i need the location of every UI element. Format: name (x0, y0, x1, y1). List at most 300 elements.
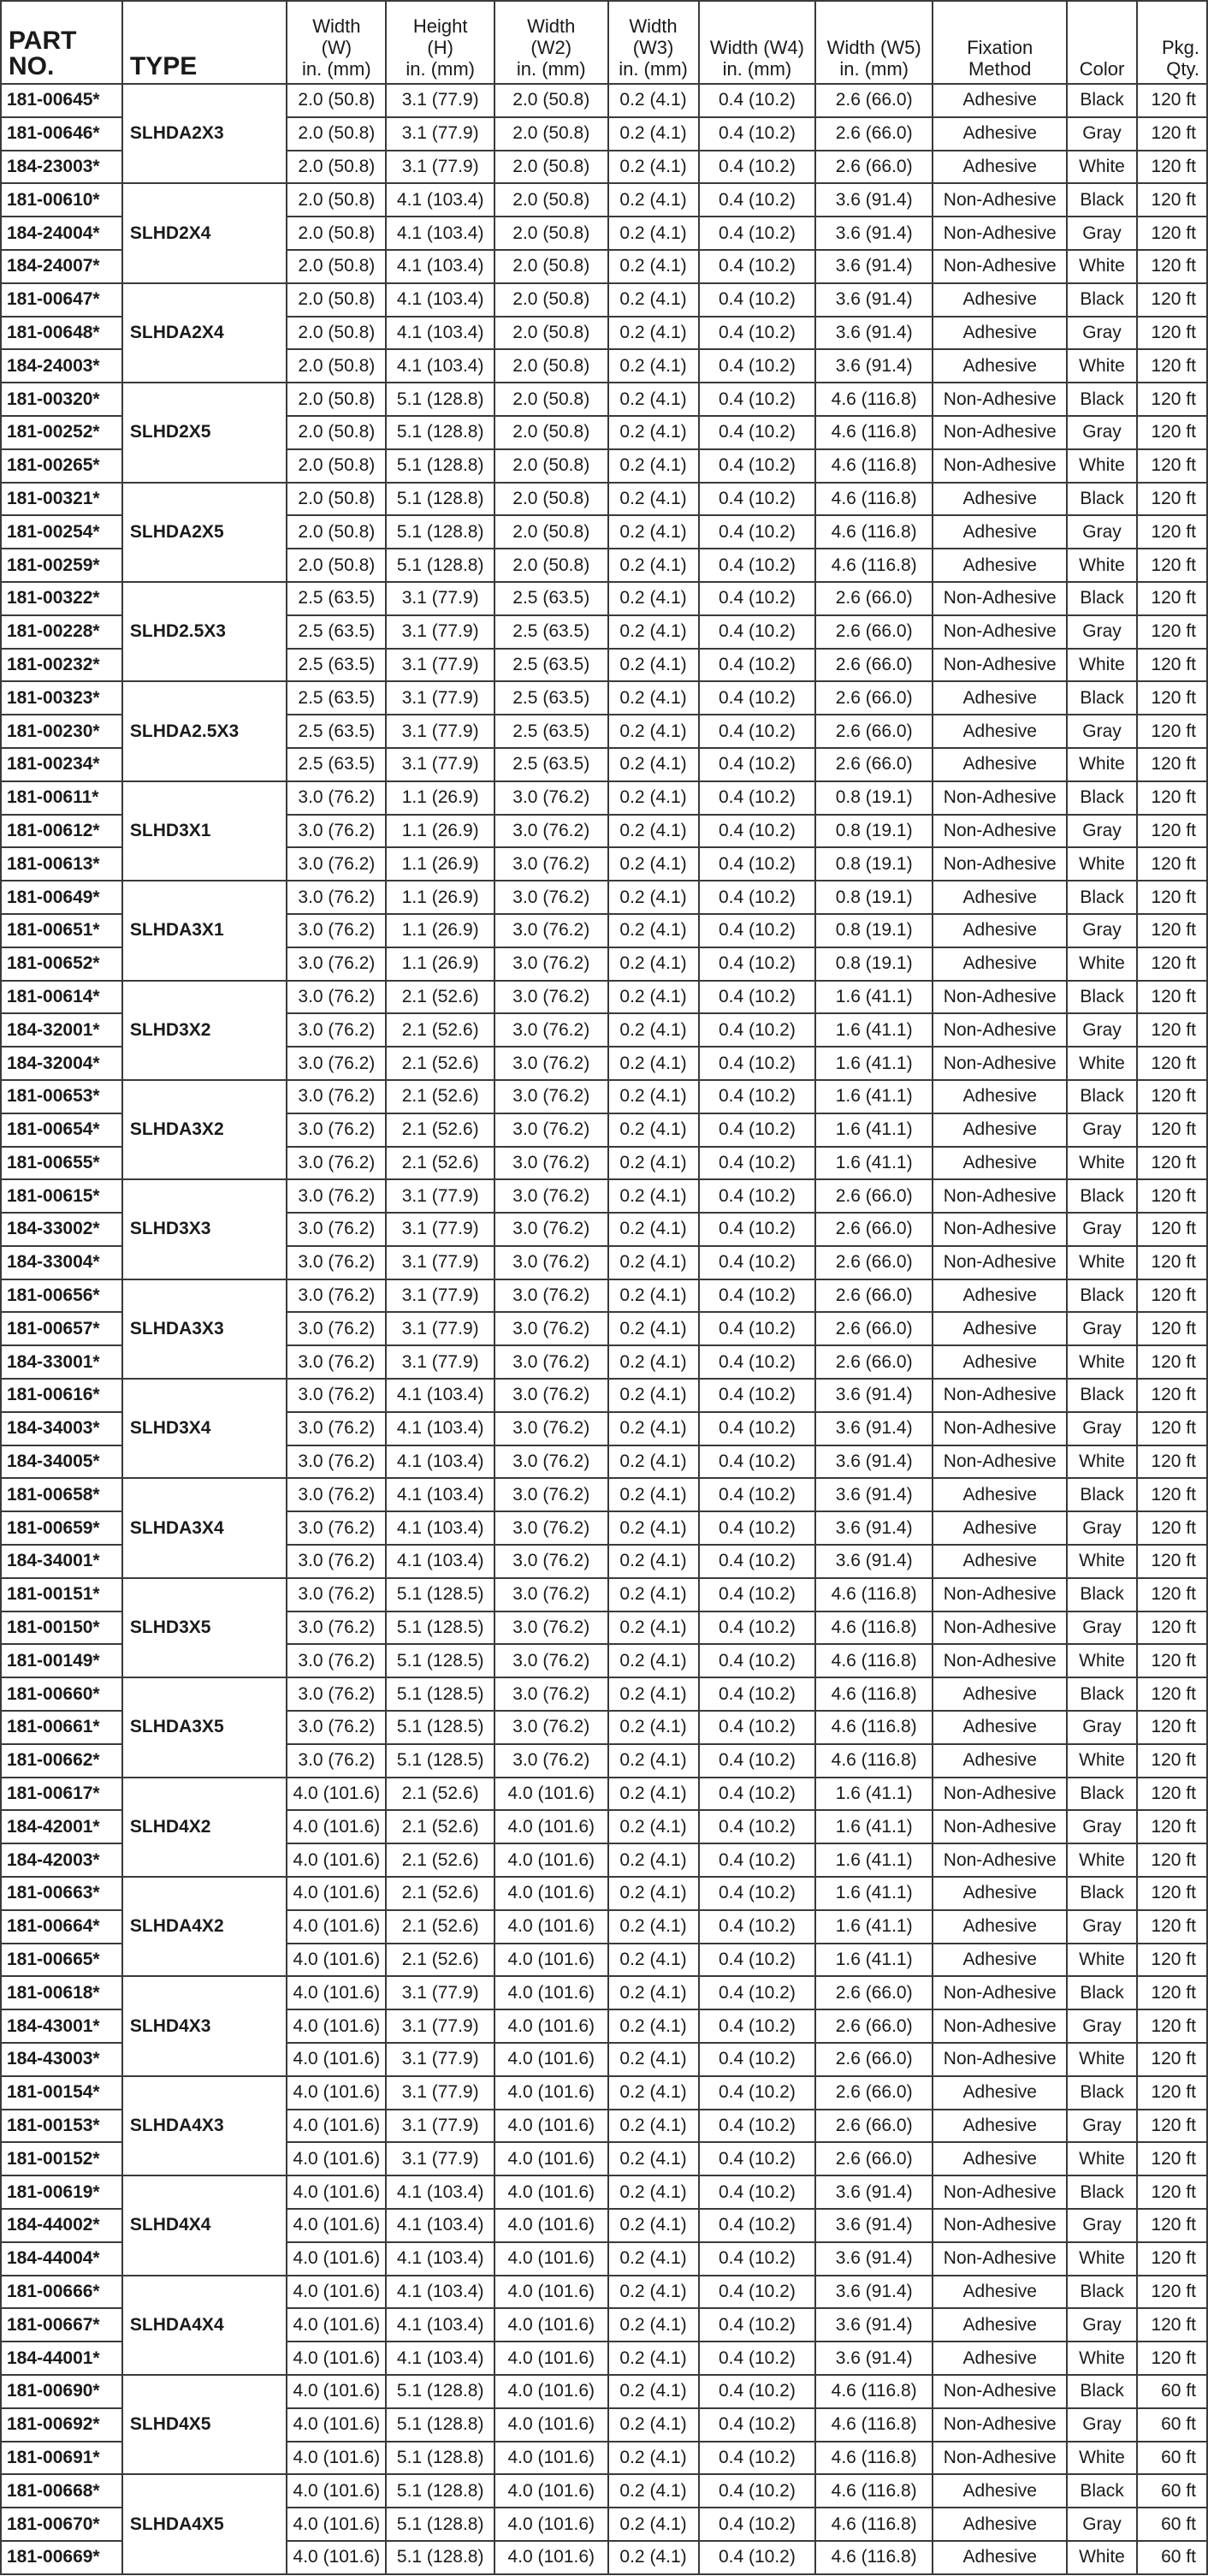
fixation-method-cell: Non-Adhesive (933, 2009, 1067, 2043)
width-w2-cell: 3.0 (76.2) (494, 1279, 608, 1313)
width-w2-cell: 4.0 (101.6) (494, 2209, 608, 2242)
header-width-w2-label: Width (W2) in. (mm) (516, 15, 586, 80)
width-w5-cell: 3.6 (91.4) (815, 2175, 933, 2209)
header-part-no-label: PART NO. (9, 27, 77, 80)
color-cell: Gray (1067, 615, 1136, 649)
width-w2-cell: 3.0 (76.2) (494, 1179, 608, 1213)
table-row (1, 1877, 1207, 1910)
fixation-method-cell: Adhesive (933, 317, 1067, 350)
height-h-cell: 3.1 (77.9) (386, 117, 494, 151)
width-w-cell: 2.0 (50.8) (287, 515, 386, 549)
fixation-method-cell: Non-Adhesive (933, 2043, 1067, 2076)
pkg-qty-cell: 120 ft (1137, 1412, 1207, 1445)
width-w3-cell: 0.2 (4.1) (608, 1744, 699, 1778)
width-w-cell: 3.0 (76.2) (287, 1013, 386, 1047)
color-cell: White (1067, 1147, 1136, 1180)
table-row (1, 2474, 1207, 2508)
pkg-qty-cell: 120 ft (1137, 2175, 1207, 2209)
header-width-w-label: Width (W) in. (mm) (302, 15, 371, 80)
height-h-cell: 2.1 (52.6) (386, 981, 494, 1014)
width-w-cell: 3.0 (76.2) (287, 1379, 386, 1412)
width-w5-cell: 2.6 (66.0) (815, 582, 933, 615)
type-cell: SLHD4X4 (122, 2175, 287, 2275)
width-w2-cell: 4.0 (101.6) (494, 1877, 608, 1910)
width-w4-cell: 0.4 (10.2) (699, 1944, 816, 1977)
color-cell: White (1067, 2043, 1136, 2076)
width-w2-cell: 3.0 (76.2) (494, 947, 608, 981)
pkg-qty-cell: 120 ft (1137, 1910, 1207, 1944)
width-w5-cell: 0.8 (19.1) (815, 815, 933, 848)
height-h-cell: 5.1 (128.5) (386, 1677, 494, 1711)
fixation-method-cell: Adhesive (933, 2308, 1067, 2342)
width-w2-cell: 3.0 (76.2) (494, 1744, 608, 1778)
color-cell: White (1067, 1744, 1136, 1778)
width-w4-cell: 0.4 (10.2) (699, 2142, 816, 2175)
width-w4-cell: 0.4 (10.2) (699, 1744, 816, 1778)
width-w2-cell: 3.0 (76.2) (494, 1611, 608, 1645)
width-w4-cell: 0.4 (10.2) (699, 2375, 816, 2408)
width-w-cell: 4.0 (101.6) (287, 1810, 386, 1843)
width-w-cell: 2.0 (50.8) (287, 349, 386, 383)
height-h-cell: 4.1 (103.4) (386, 1379, 494, 1412)
width-w-cell: 3.0 (76.2) (287, 847, 386, 881)
table-row (1, 1677, 1207, 1711)
fixation-method-cell: Non-Adhesive (933, 1843, 1067, 1877)
pkg-qty-cell: 120 ft (1137, 815, 1207, 848)
width-w4-cell: 0.4 (10.2) (699, 1047, 816, 1080)
table-row (1, 1778, 1207, 1811)
type-cell: SLHDA4X3 (122, 2076, 287, 2175)
width-w4-cell: 0.4 (10.2) (699, 515, 816, 549)
fixation-method-cell: Adhesive (933, 1511, 1067, 1545)
color-cell: Black (1067, 1179, 1136, 1213)
width-w5-cell: 1.6 (41.1) (815, 1778, 933, 1811)
height-h-cell: 3.1 (77.9) (386, 1246, 494, 1279)
width-w-cell: 2.0 (50.8) (287, 483, 386, 516)
color-cell: White (1067, 549, 1136, 582)
width-w5-cell: 3.6 (91.4) (815, 2276, 933, 2309)
part-no-cell: 184-44004* (1, 2242, 122, 2276)
width-w3-cell: 0.2 (4.1) (608, 1877, 699, 1910)
width-w4-cell: 0.4 (10.2) (699, 2541, 816, 2574)
part-no-cell: 181-00691* (1, 2442, 122, 2475)
width-w4-cell: 0.4 (10.2) (699, 681, 816, 715)
width-w4-cell: 0.4 (10.2) (699, 117, 816, 151)
part-no-cell: 181-00649* (1, 881, 122, 914)
fixation-method-cell: Non-Adhesive (933, 2175, 1067, 2209)
width-w3-cell: 0.2 (4.1) (608, 117, 699, 151)
width-w4-cell: 0.4 (10.2) (699, 2175, 816, 2209)
width-w2-cell: 4.0 (101.6) (494, 2110, 608, 2143)
header-width-w5-label: Width (W5) in. (mm) (826, 37, 921, 80)
width-w3-cell: 0.2 (4.1) (608, 2342, 699, 2375)
width-w4-cell: 0.4 (10.2) (699, 1910, 816, 1944)
pkg-qty-cell: 120 ft (1137, 1379, 1207, 1412)
color-cell: Black (1067, 1778, 1136, 1811)
color-cell: Gray (1067, 2209, 1136, 2242)
width-w2-cell: 3.0 (76.2) (494, 1213, 608, 1246)
fixation-method-cell: Non-Adhesive (933, 1179, 1067, 1213)
color-cell: White (1067, 1345, 1136, 1379)
pkg-qty-cell: 120 ft (1137, 183, 1207, 217)
height-h-cell: 5.1 (128.5) (386, 1744, 494, 1778)
fixation-method-cell: Non-Adhesive (933, 1445, 1067, 1479)
width-w-cell: 3.0 (76.2) (287, 1279, 386, 1313)
pkg-qty-cell: 120 ft (1137, 1179, 1207, 1213)
part-no-cell: 181-00152* (1, 2142, 122, 2175)
part-no-cell: 181-00690* (1, 2375, 122, 2408)
height-h-cell: 1.1 (26.9) (386, 847, 494, 881)
width-w5-cell: 4.6 (116.8) (815, 2442, 933, 2475)
type-cell: SLHDA3X3 (122, 1279, 287, 1379)
width-w4-cell: 0.4 (10.2) (699, 2009, 816, 2043)
fixation-method-cell: Adhesive (933, 947, 1067, 981)
fixation-method-cell: Non-Adhesive (933, 183, 1067, 217)
part-no-cell: 184-33002* (1, 1213, 122, 1246)
width-w5-cell: 2.6 (66.0) (815, 151, 933, 184)
type-cell: SLHD3X3 (122, 1179, 287, 1279)
part-no-cell: 184-24003* (1, 349, 122, 383)
width-w3-cell: 0.2 (4.1) (608, 1611, 699, 1645)
pkg-qty-cell: 120 ft (1137, 2276, 1207, 2309)
pkg-qty-cell: 120 ft (1137, 1810, 1207, 1843)
color-cell: Black (1067, 1379, 1136, 1412)
width-w5-cell: 2.6 (66.0) (815, 84, 933, 117)
fixation-method-cell: Adhesive (933, 1312, 1067, 1345)
width-w2-cell: 2.0 (50.8) (494, 84, 608, 117)
pkg-qty-cell: 120 ft (1137, 515, 1207, 549)
table-row (1, 2175, 1207, 2209)
color-cell: Black (1067, 2375, 1136, 2408)
color-cell: Gray (1067, 2408, 1136, 2442)
width-w2-cell: 4.0 (101.6) (494, 2043, 608, 2076)
width-w2-cell: 2.0 (50.8) (494, 383, 608, 416)
color-cell: White (1067, 2442, 1136, 2475)
width-w-cell: 4.0 (101.6) (287, 1877, 386, 1910)
width-w2-cell: 2.0 (50.8) (494, 183, 608, 217)
width-w2-cell: 2.0 (50.8) (494, 416, 608, 449)
pkg-qty-cell: 120 ft (1137, 1843, 1207, 1877)
color-cell: Black (1067, 1877, 1136, 1910)
width-w3-cell: 0.2 (4.1) (608, 1677, 699, 1711)
pkg-qty-cell: 120 ft (1137, 117, 1207, 151)
width-w5-cell: 2.6 (66.0) (815, 2110, 933, 2143)
fixation-method-cell: Adhesive (933, 117, 1067, 151)
width-w5-cell: 3.6 (91.4) (815, 283, 933, 317)
pkg-qty-cell: 120 ft (1137, 1013, 1207, 1047)
table-row (1, 2076, 1207, 2110)
width-w4-cell: 0.4 (10.2) (699, 1711, 816, 1744)
width-w3-cell: 0.2 (4.1) (608, 2110, 699, 2143)
height-h-cell: 2.1 (52.6) (386, 1910, 494, 1944)
spec-table-body (1, 84, 1207, 2574)
color-cell: Black (1067, 84, 1136, 117)
pkg-qty-cell: 120 ft (1137, 1279, 1207, 1313)
width-w5-cell: 3.6 (91.4) (815, 2242, 933, 2276)
width-w3-cell: 0.2 (4.1) (608, 1412, 699, 1445)
width-w5-cell: 2.6 (66.0) (815, 1312, 933, 1345)
pkg-qty-cell: 120 ft (1137, 2110, 1207, 2143)
height-h-cell: 5.1 (128.5) (386, 1644, 494, 1677)
width-w-cell: 4.0 (101.6) (287, 1910, 386, 1944)
width-w3-cell: 0.2 (4.1) (608, 549, 699, 582)
pkg-qty-cell: 120 ft (1137, 1545, 1207, 1578)
part-no-cell: 184-32001* (1, 1013, 122, 1047)
height-h-cell: 4.1 (103.4) (386, 217, 494, 250)
part-no-cell: 181-00321* (1, 483, 122, 516)
height-h-cell: 1.1 (26.9) (386, 914, 494, 947)
pkg-qty-cell: 120 ft (1137, 582, 1207, 615)
type-cell: SLHD4X2 (122, 1778, 287, 1877)
height-h-cell: 2.1 (52.6) (386, 1080, 494, 1113)
width-w3-cell: 0.2 (4.1) (608, 84, 699, 117)
width-w2-cell: 3.0 (76.2) (494, 981, 608, 1014)
height-h-cell: 3.1 (77.9) (386, 748, 494, 781)
type-cell: SLHDA2X3 (122, 84, 287, 183)
pkg-qty-cell: 120 ft (1137, 1113, 1207, 1147)
part-no-cell: 181-00666* (1, 2276, 122, 2309)
fixation-method-cell: Adhesive (933, 1545, 1067, 1578)
width-w-cell: 2.5 (63.5) (287, 649, 386, 682)
width-w2-cell: 2.0 (50.8) (494, 250, 608, 283)
width-w3-cell: 0.2 (4.1) (608, 1810, 699, 1843)
width-w4-cell: 0.4 (10.2) (699, 914, 816, 947)
fixation-method-cell: Adhesive (933, 283, 1067, 317)
fixation-method-cell: Adhesive (933, 1711, 1067, 1744)
width-w5-cell: 3.6 (91.4) (815, 183, 933, 217)
width-w-cell: 4.0 (101.6) (287, 2474, 386, 2508)
pkg-qty-cell: 120 ft (1137, 1944, 1207, 1977)
part-no-cell: 181-00610* (1, 183, 122, 217)
pkg-qty-cell: 120 ft (1137, 1047, 1207, 1080)
fixation-method-cell: Adhesive (933, 2474, 1067, 2508)
width-w4-cell: 0.4 (10.2) (699, 781, 816, 815)
color-cell: Black (1067, 582, 1136, 615)
color-cell: White (1067, 2541, 1136, 2574)
width-w3-cell: 0.2 (4.1) (608, 1445, 699, 1479)
width-w5-cell: 0.8 (19.1) (815, 914, 933, 947)
part-no-cell: 181-00665* (1, 1944, 122, 1977)
part-no-cell: 181-00654* (1, 1113, 122, 1147)
table-row (1, 283, 1207, 317)
width-w2-cell: 4.0 (101.6) (494, 1910, 608, 1944)
color-cell: Gray (1067, 1611, 1136, 1645)
width-w5-cell: 2.6 (66.0) (815, 2142, 933, 2175)
width-w4-cell: 0.4 (10.2) (699, 981, 816, 1014)
width-w-cell: 3.0 (76.2) (287, 1511, 386, 1545)
width-w2-cell: 4.0 (101.6) (494, 2474, 608, 2508)
part-no-cell: 181-00655* (1, 1147, 122, 1180)
width-w3-cell: 0.2 (4.1) (608, 2308, 699, 2342)
pkg-qty-cell: 120 ft (1137, 1778, 1207, 1811)
header-width-w5 (815, 1, 933, 84)
table-row (1, 1478, 1207, 1511)
part-no-cell: 181-00615* (1, 1179, 122, 1213)
pkg-qty-cell: 120 ft (1137, 383, 1207, 416)
fixation-method-cell: Adhesive (933, 1677, 1067, 1711)
width-w5-cell: 3.6 (91.4) (815, 2209, 933, 2242)
color-cell: Black (1067, 1578, 1136, 1611)
pkg-qty-cell: 120 ft (1137, 1644, 1207, 1677)
width-w5-cell: 1.6 (41.1) (815, 1810, 933, 1843)
part-no-cell: 181-00265* (1, 449, 122, 483)
width-w5-cell: 2.6 (66.0) (815, 1279, 933, 1313)
width-w-cell: 4.0 (101.6) (287, 1843, 386, 1877)
color-cell: White (1067, 349, 1136, 383)
pkg-qty-cell: 60 ft (1137, 2508, 1207, 2541)
width-w-cell: 3.0 (76.2) (287, 1213, 386, 1246)
height-h-cell: 3.1 (77.9) (386, 84, 494, 117)
width-w-cell: 3.0 (76.2) (287, 1711, 386, 1744)
width-w3-cell: 0.2 (4.1) (608, 1246, 699, 1279)
width-w2-cell: 2.0 (50.8) (494, 151, 608, 184)
width-w5-cell: 3.6 (91.4) (815, 317, 933, 350)
pkg-qty-cell: 120 ft (1137, 1744, 1207, 1778)
width-w3-cell: 0.2 (4.1) (608, 2442, 699, 2475)
width-w-cell: 3.0 (76.2) (287, 1644, 386, 1677)
color-cell: Gray (1067, 2110, 1136, 2143)
width-w2-cell: 4.0 (101.6) (494, 2142, 608, 2175)
pkg-qty-cell: 120 ft (1137, 748, 1207, 781)
color-cell: White (1067, 2242, 1136, 2276)
pkg-qty-cell: 120 ft (1137, 1312, 1207, 1345)
part-no-cell: 184-43001* (1, 2009, 122, 2043)
width-w3-cell: 0.2 (4.1) (608, 1843, 699, 1877)
color-cell: Gray (1067, 217, 1136, 250)
width-w-cell: 4.0 (101.6) (287, 2242, 386, 2276)
width-w-cell: 3.0 (76.2) (287, 914, 386, 947)
fixation-method-cell: Adhesive (933, 2508, 1067, 2541)
width-w5-cell: 0.8 (19.1) (815, 847, 933, 881)
width-w2-cell: 2.5 (63.5) (494, 715, 608, 748)
fixation-method-cell: Adhesive (933, 681, 1067, 715)
width-w5-cell: 1.6 (41.1) (815, 1080, 933, 1113)
fixation-method-cell: Adhesive (933, 1113, 1067, 1147)
width-w3-cell: 0.2 (4.1) (608, 416, 699, 449)
width-w-cell: 4.0 (101.6) (287, 2442, 386, 2475)
width-w5-cell: 4.6 (116.8) (815, 1711, 933, 1744)
fixation-method-cell: Non-Adhesive (933, 1246, 1067, 1279)
width-w2-cell: 4.0 (101.6) (494, 2276, 608, 2309)
part-no-cell: 181-00232* (1, 649, 122, 682)
width-w5-cell: 2.6 (66.0) (815, 615, 933, 649)
table-row (1, 781, 1207, 815)
width-w4-cell: 0.4 (10.2) (699, 416, 816, 449)
fixation-method-cell: Non-Adhesive (933, 2408, 1067, 2442)
pkg-qty-cell: 120 ft (1137, 1578, 1207, 1611)
table-row (1, 1179, 1207, 1213)
width-w2-cell: 4.0 (101.6) (494, 1843, 608, 1877)
width-w-cell: 3.0 (76.2) (287, 1312, 386, 1345)
width-w3-cell: 0.2 (4.1) (608, 781, 699, 815)
height-h-cell: 5.1 (128.8) (386, 449, 494, 483)
part-no-cell: 181-00614* (1, 981, 122, 1014)
part-no-cell: 181-00322* (1, 582, 122, 615)
width-w5-cell: 2.6 (66.0) (815, 1976, 933, 2009)
width-w3-cell: 0.2 (4.1) (608, 349, 699, 383)
color-cell: Gray (1067, 416, 1136, 449)
width-w5-cell: 3.6 (91.4) (815, 250, 933, 283)
width-w-cell: 3.0 (76.2) (287, 947, 386, 981)
fixation-method-cell: Non-Adhesive (933, 217, 1067, 250)
width-w2-cell: 3.0 (76.2) (494, 1113, 608, 1147)
table-row (1, 681, 1207, 715)
fixation-method-cell: Non-Adhesive (933, 1013, 1067, 1047)
pkg-qty-cell: 120 ft (1137, 250, 1207, 283)
width-w5-cell: 4.6 (116.8) (815, 449, 933, 483)
width-w3-cell: 0.2 (4.1) (608, 748, 699, 781)
width-w4-cell: 0.4 (10.2) (699, 483, 816, 516)
width-w4-cell: 0.4 (10.2) (699, 2474, 816, 2508)
width-w2-cell: 2.5 (63.5) (494, 748, 608, 781)
width-w4-cell: 0.4 (10.2) (699, 1810, 816, 1843)
width-w-cell: 3.0 (76.2) (287, 981, 386, 1014)
part-no-cell: 181-00259* (1, 549, 122, 582)
pkg-qty-cell: 120 ft (1137, 2209, 1207, 2242)
height-h-cell: 2.1 (52.6) (386, 1843, 494, 1877)
header-width-w3 (608, 1, 699, 84)
pkg-qty-cell: 120 ft (1137, 981, 1207, 1014)
part-no-cell: 181-00645* (1, 84, 122, 117)
height-h-cell: 3.1 (77.9) (386, 1976, 494, 2009)
fixation-method-cell: Adhesive (933, 549, 1067, 582)
width-w4-cell: 0.4 (10.2) (699, 2043, 816, 2076)
fixation-method-cell: Non-Adhesive (933, 1810, 1067, 1843)
width-w-cell: 2.0 (50.8) (287, 151, 386, 184)
width-w-cell: 2.0 (50.8) (287, 416, 386, 449)
width-w4-cell: 0.4 (10.2) (699, 1644, 816, 1677)
height-h-cell: 5.1 (128.8) (386, 2508, 494, 2541)
width-w-cell: 3.0 (76.2) (287, 1578, 386, 1611)
width-w3-cell: 0.2 (4.1) (608, 515, 699, 549)
pkg-qty-cell: 120 ft (1137, 1511, 1207, 1545)
table-row (1, 483, 1207, 516)
width-w-cell: 2.0 (50.8) (287, 283, 386, 317)
header-pkg-qty (1137, 1, 1207, 84)
width-w-cell: 3.0 (76.2) (287, 1047, 386, 1080)
type-cell: SLHDA3X4 (122, 1478, 287, 1577)
pkg-qty-cell: 120 ft (1137, 2242, 1207, 2276)
height-h-cell: 3.1 (77.9) (386, 2110, 494, 2143)
width-w3-cell: 0.2 (4.1) (608, 2276, 699, 2309)
color-cell: White (1067, 2142, 1136, 2175)
color-cell: Gray (1067, 1910, 1136, 1944)
fixation-method-cell: Non-Adhesive (933, 1611, 1067, 1645)
width-w3-cell: 0.2 (4.1) (608, 2209, 699, 2242)
width-w2-cell: 2.0 (50.8) (494, 449, 608, 483)
color-cell: Black (1067, 881, 1136, 914)
width-w-cell: 2.5 (63.5) (287, 582, 386, 615)
width-w3-cell: 0.2 (4.1) (608, 715, 699, 748)
width-w4-cell: 0.4 (10.2) (699, 1545, 816, 1578)
pkg-qty-cell: 120 ft (1137, 1147, 1207, 1180)
part-no-cell: 184-34003* (1, 1412, 122, 1445)
height-h-cell: 4.1 (103.4) (386, 250, 494, 283)
width-w-cell: 3.0 (76.2) (287, 1113, 386, 1147)
width-w-cell: 3.0 (76.2) (287, 1080, 386, 1113)
height-h-cell: 2.1 (52.6) (386, 1778, 494, 1811)
width-w2-cell: 3.0 (76.2) (494, 1080, 608, 1113)
width-w2-cell: 4.0 (101.6) (494, 2009, 608, 2043)
width-w5-cell: 2.6 (66.0) (815, 2076, 933, 2110)
width-w2-cell: 3.0 (76.2) (494, 881, 608, 914)
color-cell: White (1067, 649, 1136, 682)
fixation-method-cell: Adhesive (933, 715, 1067, 748)
fixation-method-cell: Non-Adhesive (933, 649, 1067, 682)
header-part-no (1, 1, 122, 84)
part-no-cell: 181-00323* (1, 681, 122, 715)
width-w5-cell: 4.6 (116.8) (815, 383, 933, 416)
